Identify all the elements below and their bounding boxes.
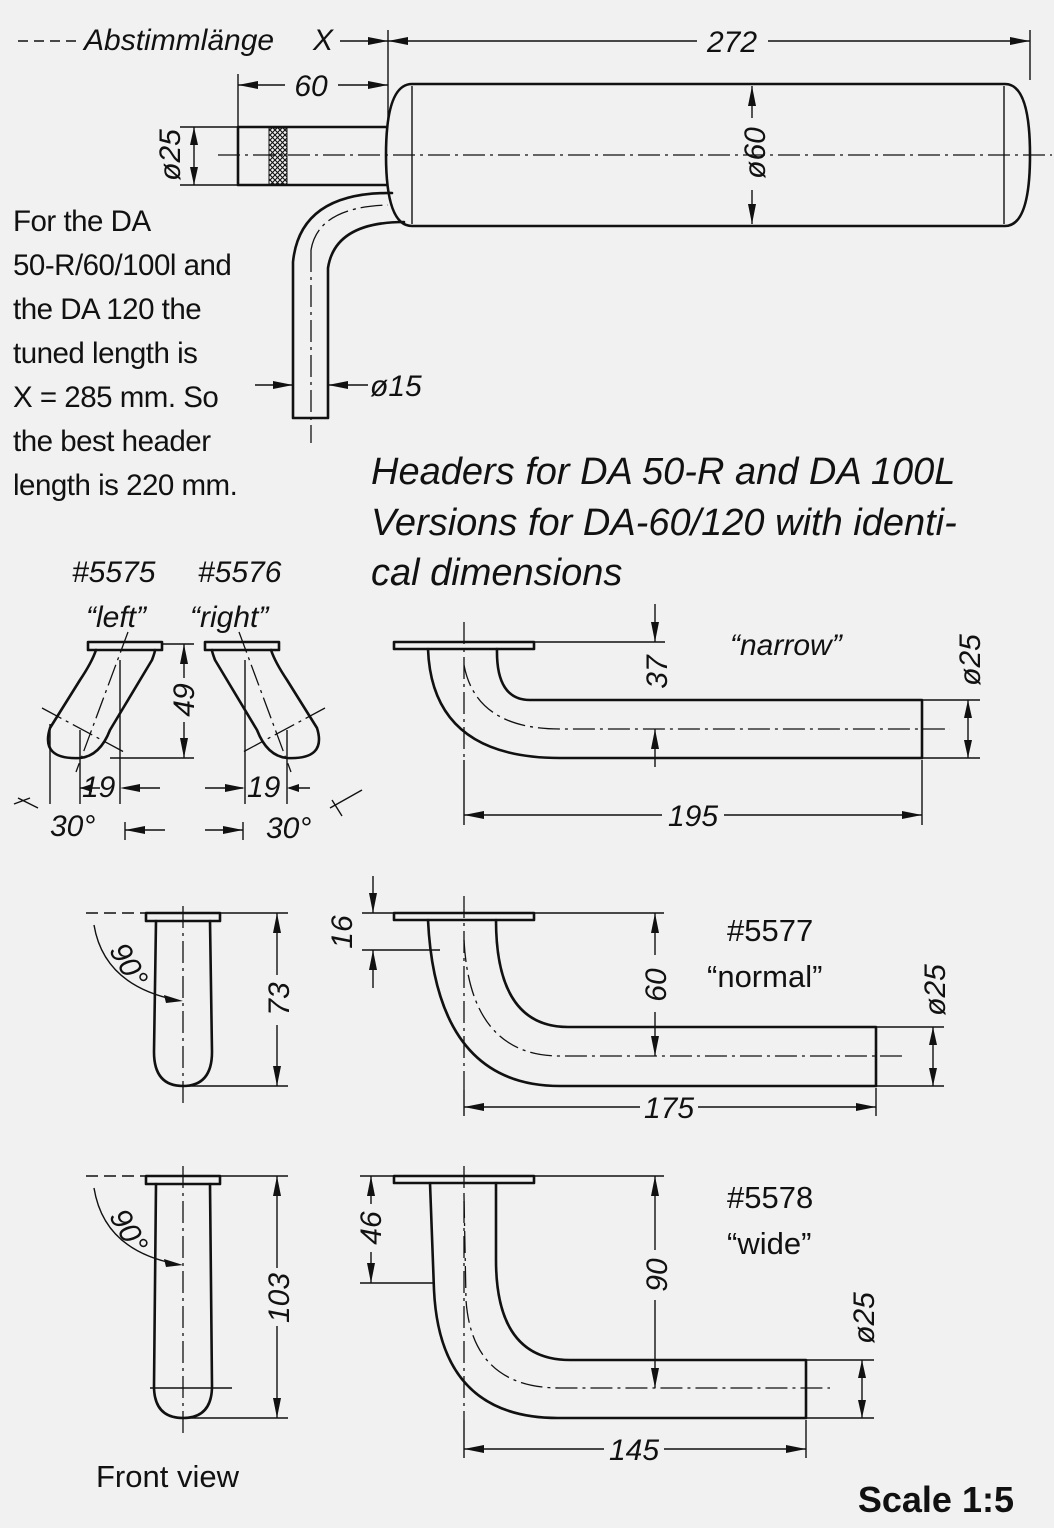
note-line: X = 285 mm. So [13,381,219,414]
wide-tube [430,1183,806,1418]
wide-front-view [86,1166,296,1434]
normal-dim-60: 60 [640,968,673,1002]
scale-label: Scale 1:5 [857,1479,1014,1520]
part-number-5578: #5578 [727,1180,814,1215]
note-line: length is 220 mm. [13,469,238,502]
note-line: For the DA [13,205,151,238]
heading-line: cal dimensions [371,552,623,594]
flange-right [205,642,279,650]
normal-front-view [86,906,296,1104]
wide-name: “wide” [727,1226,812,1261]
muffler-inlet-stub [238,127,386,185]
note-line: the DA 120 the [13,293,202,326]
wide-side-view [355,1166,881,1467]
normal-length-175: 175 [643,1092,695,1125]
part-number-5577: #5577 [727,913,814,948]
angle-30-right: 30° [266,812,312,845]
front-view-label: Front view [96,1459,239,1494]
narrow-tube [428,649,922,758]
angle-30-left: 30° [50,810,96,843]
dim-19-right: 19 [247,771,281,804]
wide-dim-46: 46 [355,1211,388,1245]
wide-dim-90: 90 [641,1258,674,1292]
tuning-length-symbol: X [313,24,334,57]
narrow-front-views [14,556,362,845]
dim-272: 272 [706,26,758,59]
normal-dim-73: 73 [263,982,296,1016]
dim-dia-25-stub: ø25 [154,129,187,181]
dim-60-stub: 60 [294,70,328,103]
wide-dia-25: ø25 [848,1292,881,1344]
normal-dim-16: 16 [326,915,359,949]
normal-dia-25: ø25 [919,964,952,1016]
dim-19-left: 19 [82,771,116,804]
part-number-5575: #5575 [72,556,156,589]
heading-line: Headers for DA 50-R and DA 100L [371,451,956,493]
wide-angle-90: 90° [102,1203,154,1260]
label-left: “left” [86,601,146,634]
part-number-5576: #5576 [198,556,282,589]
tuned-length-note [13,205,237,502]
headers-heading [371,451,957,594]
narrow-dim-37: 37 [641,655,674,689]
wide-length-145: 145 [608,1434,660,1467]
note-line: tuned length is [13,337,198,370]
flange-left [88,642,162,650]
label-right: “right” [190,601,269,634]
dim-49: 49 [168,683,201,717]
note-line: the best header [13,425,211,458]
narrow-length-195: 195 [667,800,719,833]
narrow-name: “narrow” [730,629,842,662]
normal-side-view [326,876,952,1125]
wide-dim-103: 103 [263,1272,296,1324]
dim-dia-60: ø60 [739,127,772,179]
normal-name: “normal” [707,959,823,994]
dim-dia-15: ø15 [370,370,422,403]
knurled-section [269,128,287,184]
normal-angle-90: 90° [102,937,154,994]
heading-line: Versions for DA-60/120 with identi- [371,502,957,544]
narrow-side-view [394,604,987,833]
tuning-length-label: Abstimmlänge [84,24,275,57]
note-line: 50-R/60/100l and [13,249,232,282]
narrow-dia-25: ø25 [954,634,987,686]
